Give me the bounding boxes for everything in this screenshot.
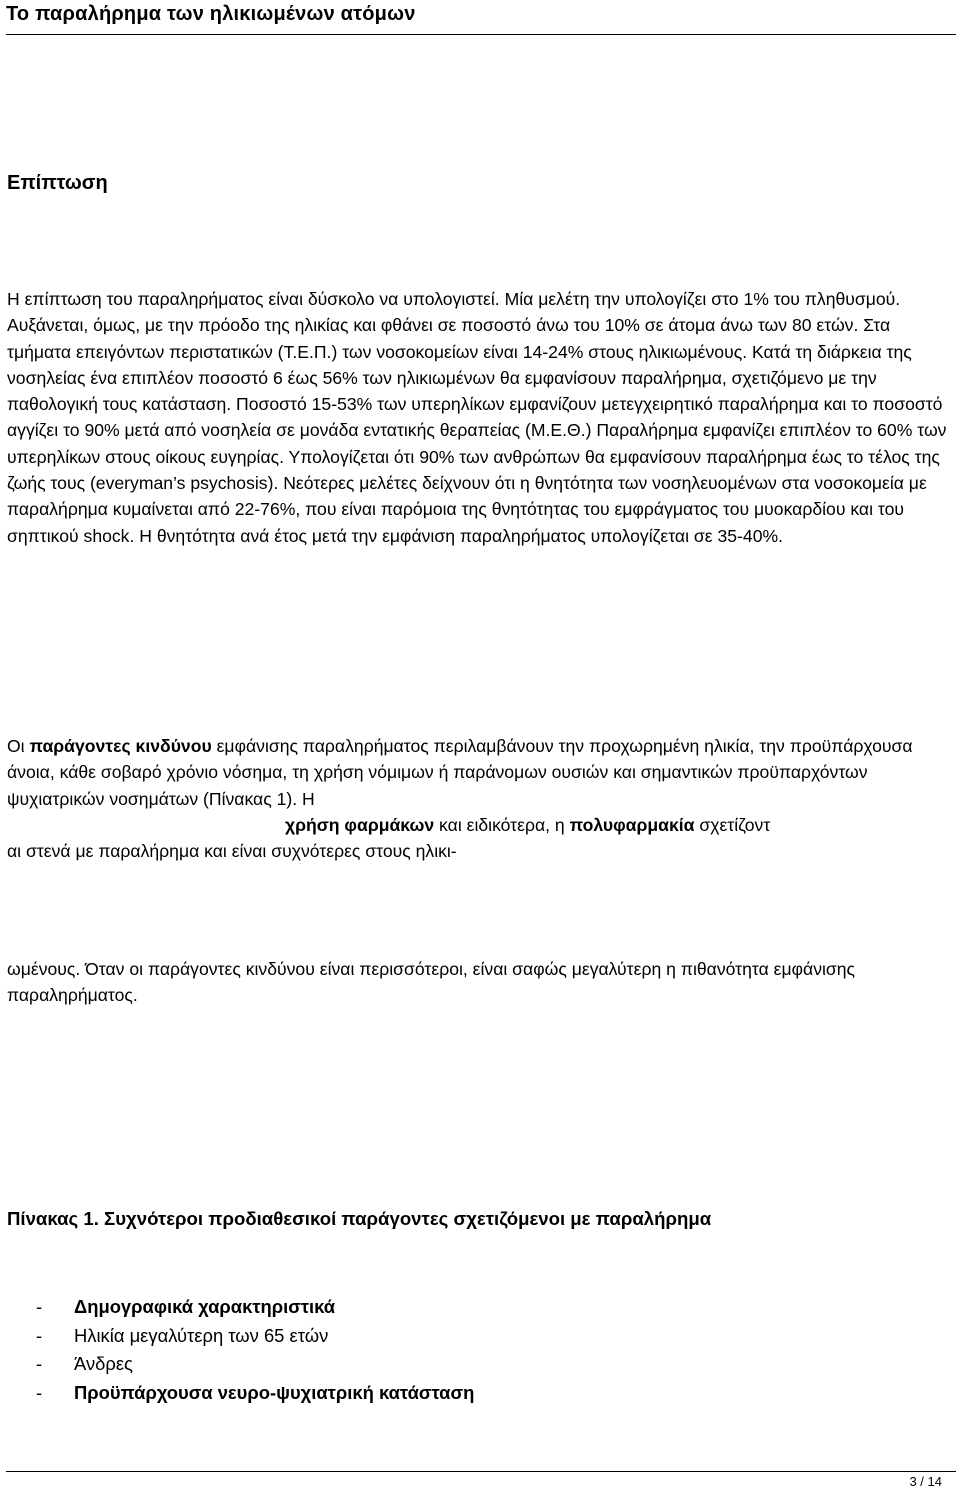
incidence-text: Η επίπτωση του παραληρήματος είναι δύσκολο να υπολογιστεί. Μία μελέτη την υπολογίζει στο 1% του πληθυσμού. Αυξάνεται, όμως, με την πρόοδο της ηλικίας και φθάνει σε ποσοστό άνω του 10% σε άτομα άνω των 80 ετών. Στα τμήματα επειγόντων περιστατικών (Τ.Ε.Π.) των νοσοκομείων είναι 14-24% στους ηλικιωμένους. Κατά τη διάρκεια της νοσηλείας ένα επιπλέον ποσοστό 6 έως 56% των ηλικιωμένων θα εμφανίσουν παραλήρημα, σχετιζόμενο με την παθολογική τους κατάσταση. Ποσοστό 15-53% των υπερηλίκων εμφανίζουν μετεγχειρητικό παραλήρημα και το ποσοστό αγγίζει το 90% μετά από νοσηλεία σε μονάδα εντατικής θεραπείας (Μ.Ε.Θ.) Παραλήρημα εμφανίζει επιπλέον το 60% των υπερηλίκων στους οίκους ευγηρίας. Υπολογίζεται ότι 90% των ανθρώπων θα εμφανίσουν παραλήρημα έως το τέλος της ζωής τους (everyman’s psychosis). Νεότερες μελέτες δείχνουν ότι η θνητότητα των νοσηλευομένων στα νοσοκομεία με παραλήρημα κυμαίνεται από 22-76%, που είναι παρόμοια της θνητότητας του εμφράγματος του μυοκαρδίου και του σηπτικού shock. Η θνητότητα ανά έτος μετά την εμφάνιση παραληρήματος υπολογίζεται σε 35-40%. bbox=[7, 289, 947, 546]
risk-text-part4: σχετίζοντ bbox=[694, 814, 771, 835]
list-dash: - bbox=[36, 1324, 43, 1346]
list-dash: - bbox=[36, 1296, 43, 1317]
page-footer bbox=[6, 1471, 956, 1489]
continuation-paragraph bbox=[7, 956, 947, 1009]
table-caption: Πίνακας 1. Συχνότεροι προδιαθεσικοί παράγοντες σχετιζόμενοι με παραλήρημα bbox=[7, 1208, 712, 1229]
list-item-label: Άνδρες bbox=[74, 1353, 133, 1374]
drug-use-term: χρήση φαρμάκων bbox=[285, 814, 435, 835]
list-item-label: Προϋπάρχουσα νευρο-ψυχιατρική κατάσταση bbox=[74, 1381, 475, 1403]
risk-text-part1: Οι bbox=[7, 736, 30, 756]
risk-text-part5: αι στενά με παραλήρημα και είναι συχνότερες στους ηλικι- bbox=[7, 841, 457, 862]
incidence-paragraph bbox=[7, 286, 947, 549]
page-number: 3 / 14 bbox=[909, 1474, 942, 1489]
document-title: Το παραλήρημα των ηλικιωμένων ατόμων bbox=[6, 3, 416, 25]
section-heading: Επίπτωση bbox=[7, 172, 108, 194]
risk-factors-text bbox=[7, 733, 947, 864]
list-item-label: Δημογραφικά χαρακτηριστικά bbox=[74, 1296, 336, 1317]
page-header bbox=[6, 0, 956, 35]
list-item bbox=[36, 1379, 474, 1408]
continuation-text: ωμένους. Όταν οι παράγοντες κινδύνου είναι περισσότεροι, είναι σαφώς μεγαλύτερη η πιθανότητα εμφάνισης παραληρήματος. bbox=[7, 959, 856, 1006]
list-dash: - bbox=[36, 1381, 43, 1403]
list-item bbox=[36, 1293, 474, 1322]
polypharmacy-term: πολυφαρμακία bbox=[569, 814, 695, 835]
risk-factors-term: παράγοντες κινδύνου bbox=[29, 736, 212, 756]
risk-factors-paragraph bbox=[7, 733, 947, 864]
list-item-label: Ηλικία μεγαλύτερη των 65 ετών bbox=[74, 1324, 329, 1346]
risk-text-part2: εμφάνισης παραληρήματος περιλαμβάνουν την προχωρημένη ηλικία, την προϋπάρχουσα άνοια, κάθε σοβαρό χρόνιο νόσημα, τη χρήση νόμιμων ή παράνομων ουσιών και σημαντικών προϋπαρχόντων ψυχιατρικών νοσημάτων (Πίνακας 1). Η bbox=[7, 736, 913, 809]
list-item bbox=[36, 1350, 474, 1379]
list-dash: - bbox=[36, 1353, 43, 1374]
risk-text-part3: και ειδικότερα, η bbox=[434, 814, 570, 835]
risk-factor-list bbox=[36, 1293, 474, 1407]
list-item bbox=[36, 1322, 474, 1351]
